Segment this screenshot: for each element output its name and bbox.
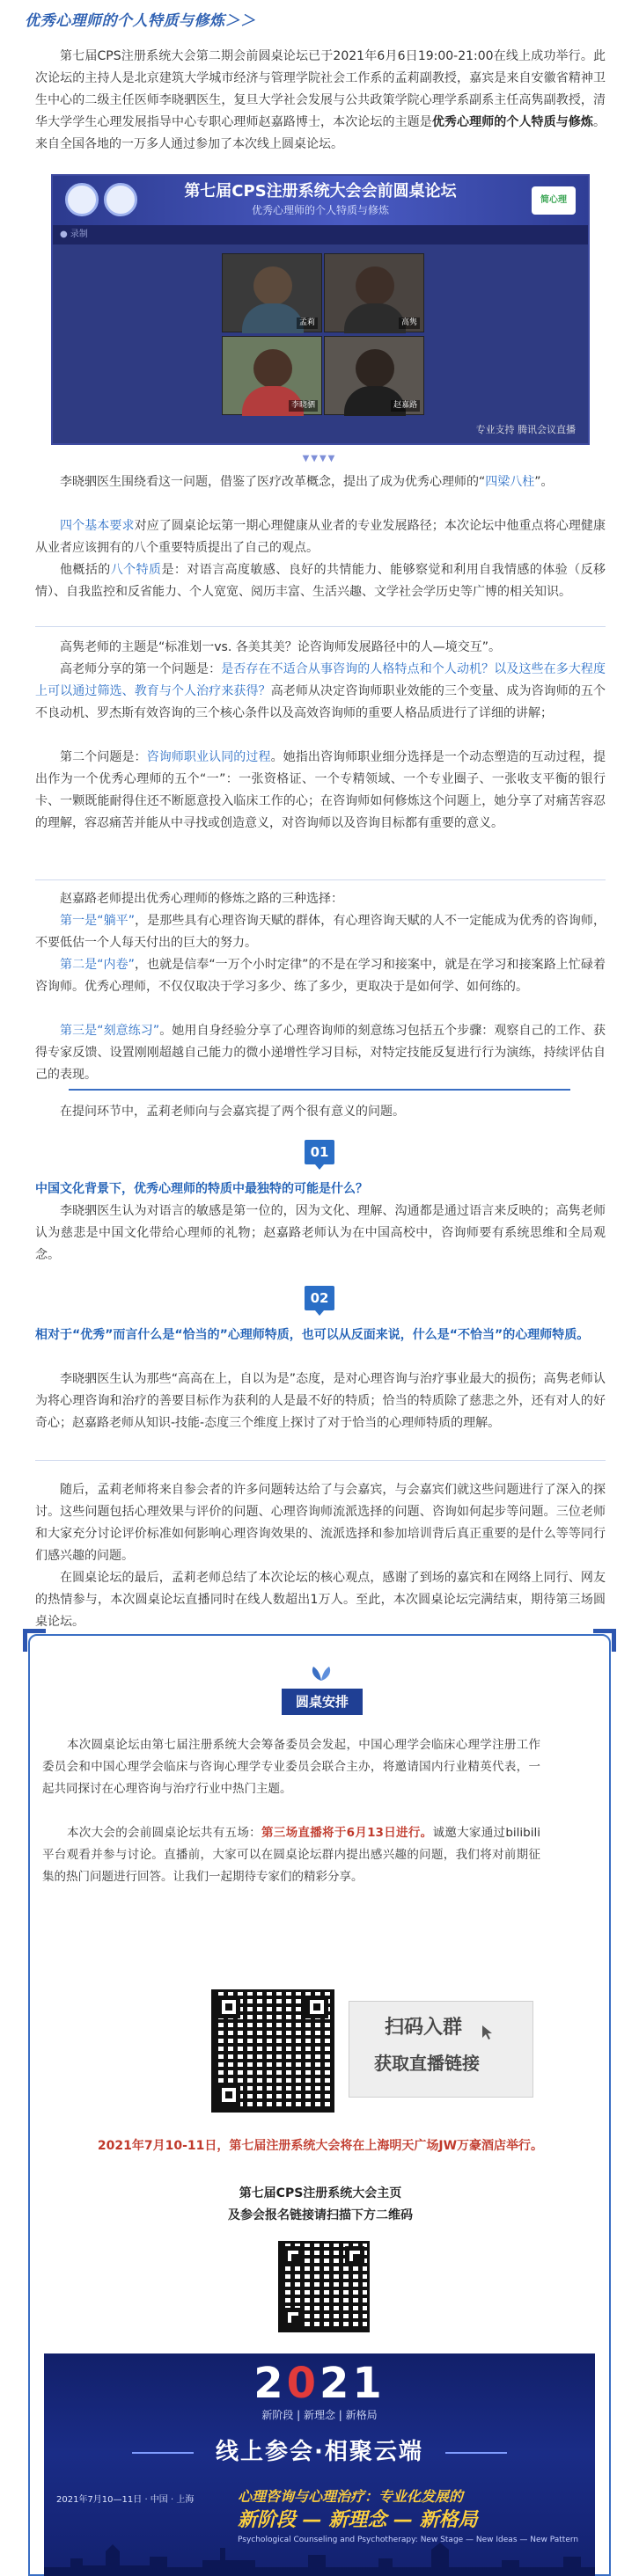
qr-eye	[217, 1996, 240, 2018]
poster-theme-line-2: 新阶段 — 新理念 — 新格局	[238, 2509, 478, 2531]
qa-badge-1: 01	[305, 1140, 334, 1164]
gao-paragraph-2	[35, 659, 606, 725]
li-paragraph-2	[35, 515, 606, 559]
conference-poster	[44, 2353, 595, 2576]
group-qr-code[interactable]	[211, 1989, 334, 2113]
poster-theme-line-1: 心理咨询与心理治疗：专业化发展的	[238, 2488, 464, 2505]
intro-text-b: 。来自全国各地的一万多人通过参加了本次线上圆桌论坛。	[35, 115, 606, 151]
gao-text: 高老师从决定咨询师职业效能的三个变量、成为咨询师的五个不良动机、罗杰斯有效咨询的三个核心条件以及高效咨询师的重要人格品质进行了详细的讲解；	[35, 684, 606, 720]
closing-paragraph-2: 在圆桌论坛的最后，孟莉老师总结了本次论坛的核心观点，感谢了到场的嘉宾和在网络上同行、网友的热情参与，本次圆桌论坛直播同时在线人数超出1万人。至此，本次圆桌论坛完满结束，期待第三场圆桌论坛。	[35, 1571, 606, 1629]
intro-text-a: 第七届CPS注册系统大会第二期会前圆桌论坛已于2021年6月6日19:00-21:00在线上成功举行。此次论坛的主持人是北京建筑大学城市经济与管理学院社会工作系的孟莉副教授，嘉宾是来自安徽省精神卫生中心的二级主任医师李晓驷医生，复旦大学社会发展与公共政策学院心理学系副系主任高隽副教授，清华大学学生心理发展指导中心专职心理师赵嘉路博士，本次论坛的主题是	[35, 49, 606, 129]
section-title: 优秀心理师的个人特质与修炼＞＞	[25, 12, 256, 30]
corner-decoration	[23, 1629, 46, 1652]
zhao-text: ，也就是信奉“一万个小时定律”的不是在学习和接案中，就是在学习和接案路上忙碌着咨询师。优秀心理师，不仅仅取决于学习多少、练了多少，更取决于是如何学、如何练的。	[35, 958, 606, 994]
qr-eye	[283, 2246, 303, 2266]
qr-eye	[283, 2308, 303, 2327]
zhao-text: ，是那些具有心理咨询天赋的群体，有心理咨询天赋的人不一定能成为优秀的咨询师，不要低估一个人每天付出的巨大的努力。	[35, 914, 606, 950]
scan-prompt-card	[349, 2001, 533, 2098]
zhao-paragraph-1: 赵嘉路老师提出优秀心理师的修炼之路的三种选择：	[60, 892, 343, 906]
panel-live-date: 第三场直播将于6月13日进行。	[261, 1826, 433, 1840]
video-tile-guest-2	[222, 336, 322, 415]
qr-eye	[305, 1996, 328, 2018]
zhao-paragraph-3	[35, 954, 606, 998]
intro-paragraph	[35, 46, 606, 156]
li-text: 是：对语言高度敏感、良好的共情能力、能够察觉和利用自我情感的体验（反移情）、自我监控和反省能力、个人宽宽、阅历丰富、生活兴趣、文学社会学历史等广博的相关知识。	[35, 563, 606, 599]
qa-rule	[69, 1089, 570, 1091]
gao-paragraph-1: 高隽老师的主题是“标准划一vs. 各美其美？论咨询师发展路径中的人—境交互”。	[60, 640, 501, 654]
panel-text: 本次大会的会前圆桌论坛共有五场：	[67, 1826, 261, 1840]
closing-paragraph-1: 随后，孟莉老师将来自参会者的许多问题转达给了与会嘉宾，与会嘉宾们就这些问题进行了深入的探讨。这些问题包括心理效果与评价的问题、心理咨询师流派选择的问题、咨询如何起步等问题。三位老师和大家充分讨论评价标准如何影响心理咨询效果的、流派选择和参加培训背后真正重要的是什么等等同行们感兴趣的问题。	[35, 1483, 606, 1563]
panel-text: 诚邀大家通过bilibili平台观看并参与讨论。直播前，大家可以在圆桌论坛群内提出感兴趣的问题，我们将对前期征集的热门问题进行回答。让我们一起期待专家们的精彩分享。	[42, 1826, 541, 1884]
gao-question-1: 是否存在不适合从事咨询的人格特点和个人动机？以及这些在多大程度上可以通过筛选、教育与个人治疗来获得？	[35, 662, 606, 698]
qa-answer-1: 李晓驷医生认为对语言的敏感是第一位的，因为文化、理解、沟通都是通过语言来反映的；高隽老师认为慈悲是中国文化带给心理师的礼物；赵嘉路老师认为在中国高校中，咨询师要有系统思维和全局观念。	[35, 1204, 606, 1262]
section-divider	[35, 1460, 606, 1461]
qa-question-2: 相对于“优秀”而言什么是“恰当的”心理师特质，也可以从反面来说，什么是“不恰当”的心理师特质。	[35, 1328, 590, 1342]
participant-name: 赵嘉路	[391, 400, 420, 412]
homepage-line-2: 及参会报名链接请扫描下方二维码	[228, 2208, 413, 2222]
section-divider	[35, 879, 606, 880]
pointer-icon	[481, 2025, 494, 2040]
meeting-caption: 专业支持 腾讯会议直播	[475, 424, 576, 435]
meeting-toolbar: ● 录制	[53, 225, 588, 244]
li-four-pillars: 四梁八柱	[485, 475, 535, 489]
zhao-text: 。她用自身经验分享了心理咨询师的刻意练习包括五个步骤：观察自己的工作、获得专家反馈、设置刚刚超越自己能力的微小递增性学习目标，对特定技能反复进行行为演练，持续评估自己的表现。	[35, 1024, 606, 1082]
zhao-choice-2: 第二是“内卷”	[60, 958, 135, 972]
torso-shape	[242, 303, 304, 333]
zhao-paragraph-4	[35, 1020, 606, 1086]
video-tile-host	[222, 253, 322, 332]
li-paragraph-3	[35, 559, 606, 603]
meeting-banner	[53, 176, 588, 225]
video-tile-guest-1	[324, 253, 424, 332]
person-icon	[253, 266, 292, 305]
poster-year	[44, 2361, 595, 2406]
li-text: 他概括的	[60, 563, 111, 577]
gao-text: 。她指出咨询师职业细分选择是一个动态塑造的互动过程，提出作为一个优秀心理师的五个“一”：一张资格证、一个专精领域、一个专业圈子、一张收支平衡的银行卡、一颗既能耐得住还不断愿意投入临床工作的心；在咨询师如何修炼这个问题上，她分享了对痛苦容忍的理解，容忍痛苦并能从中寻找或创造意义，对咨询师以及咨询目标都有重要的意义。	[35, 750, 606, 830]
zhao-choice-3: 第三是“刻意练习”	[60, 1024, 160, 1038]
qa-question-1: 中国文化背景下，优秀心理师的特质中最独特的可能是什么？	[35, 1182, 368, 1196]
conference-date-line: 2021年7月10-11日，第七届注册系统大会将在上海明天广场JW万豪酒店举行。	[97, 2139, 544, 2153]
li-eight-traits: 八个特质	[110, 563, 162, 577]
intro-theme-highlight: 优秀心理师的个人特质与修炼	[431, 115, 593, 129]
meeting-subtitle: 优秀心理师的个人特质与修炼	[251, 204, 389, 216]
poster-year-part: 2	[253, 2359, 287, 2408]
homepage-line-1: 第七届CPS注册系统大会主页	[239, 2186, 402, 2200]
zhao-choice-1: 第一是“躺平”	[60, 914, 135, 928]
gao-text: 第二个问题是：	[60, 750, 147, 764]
divider-arrows: ▼▼▼▼	[302, 454, 337, 463]
poster-info: 2021年7月10—11日 · 中国 · 上海	[56, 2495, 195, 2505]
li-four-requirements: 四个基本要求	[60, 519, 135, 533]
person-icon	[356, 266, 394, 305]
panel-paragraph-1: 本次圆桌论坛由第七届注册系统大会筹备委员会发起，中国心理学会临床心理学注册工作委员会和中国心理学会临床与咨询心理学专业委员会联合主办，将邀请国内行业精英代表，一起共同探讨在心理咨询与治疗行业中热门主题。	[42, 1738, 540, 1796]
skyline-icon	[44, 2541, 595, 2576]
scan-prompt-line-1: 扫码入群	[385, 2017, 463, 2039]
scan-prompt-line-2: 获取直播链接	[374, 2053, 480, 2074]
panel-label: 圆桌安排	[282, 1689, 363, 1715]
participant-name: 孟莉	[297, 317, 318, 329]
corner-decoration	[593, 1629, 616, 1652]
gao-text: 高老师分享的第一个问题是：	[60, 662, 222, 676]
poster-theme-english: Psychological Counseling and Psychotherapy: New Stage — New Ideas — New Pattern	[238, 2536, 579, 2544]
sponsor-logo: 简心理	[532, 186, 576, 215]
qr-eye	[345, 2246, 364, 2266]
li-text: 李晓驷医生围绕看这一问题，借鉴了医疗改革概念，提出了成为优秀心理师的“	[60, 475, 486, 489]
li-paragraph-1	[35, 471, 606, 493]
person-icon	[356, 349, 394, 388]
qr-eye	[217, 2083, 240, 2106]
section-divider	[35, 626, 606, 627]
li-text: ”。	[534, 475, 554, 489]
qa-badge-2: 02	[305, 1286, 334, 1310]
torso-shape	[344, 303, 406, 333]
poster-year-part: 0	[286, 2359, 320, 2408]
gao-paragraph-3	[35, 747, 606, 835]
person-icon	[253, 349, 292, 388]
video-tile-guest-3	[324, 336, 424, 415]
zhao-paragraph-2	[35, 910, 606, 954]
meeting-screenshot	[51, 174, 590, 445]
li-text: 对应了圆桌论坛第一期心理健康从业者的专业发展路径；本次论坛中他重点将心理健康从业者应该拥有的八个重要特质提出了自己的观点。	[35, 519, 606, 555]
poster-tagline: 新阶段 | 新理念 | 新格局	[261, 2409, 378, 2421]
poster-year-part: 21	[320, 2359, 386, 2408]
panel-paragraph-2	[42, 1822, 540, 1888]
leaf-icon	[308, 1666, 334, 1682]
participant-name: 高隽	[399, 317, 420, 329]
poster-slogan: 线上参会·相聚云端	[216, 2439, 423, 2465]
gao-question-2: 咨询师职业认同的过程	[146, 750, 271, 764]
participant-name: 李晓驷	[289, 400, 318, 412]
qa-intro: 在提问环节中，孟莉老师向与会嘉宾提了两个很有意义的问题。	[60, 1105, 405, 1119]
qa-answer-2: 李晓驷医生认为那些“高高在上，自以为是”态度，是对心理咨询与治疗事业最大的损伤；高隽老师认为将心理咨询和治疗的善要目标作为获利的人是最不好的特质；恰当的特质除了慈悲之外，还有对人的好奇心；赵嘉路老师从知识-技能-态度三个维度上探讨了对于恰当的心理师特质的理解。	[35, 1372, 606, 1430]
meeting-title: 第七届CPS注册系统大会会前圆桌论坛	[184, 182, 457, 201]
registration-qr-code[interactable]	[278, 2241, 370, 2332]
